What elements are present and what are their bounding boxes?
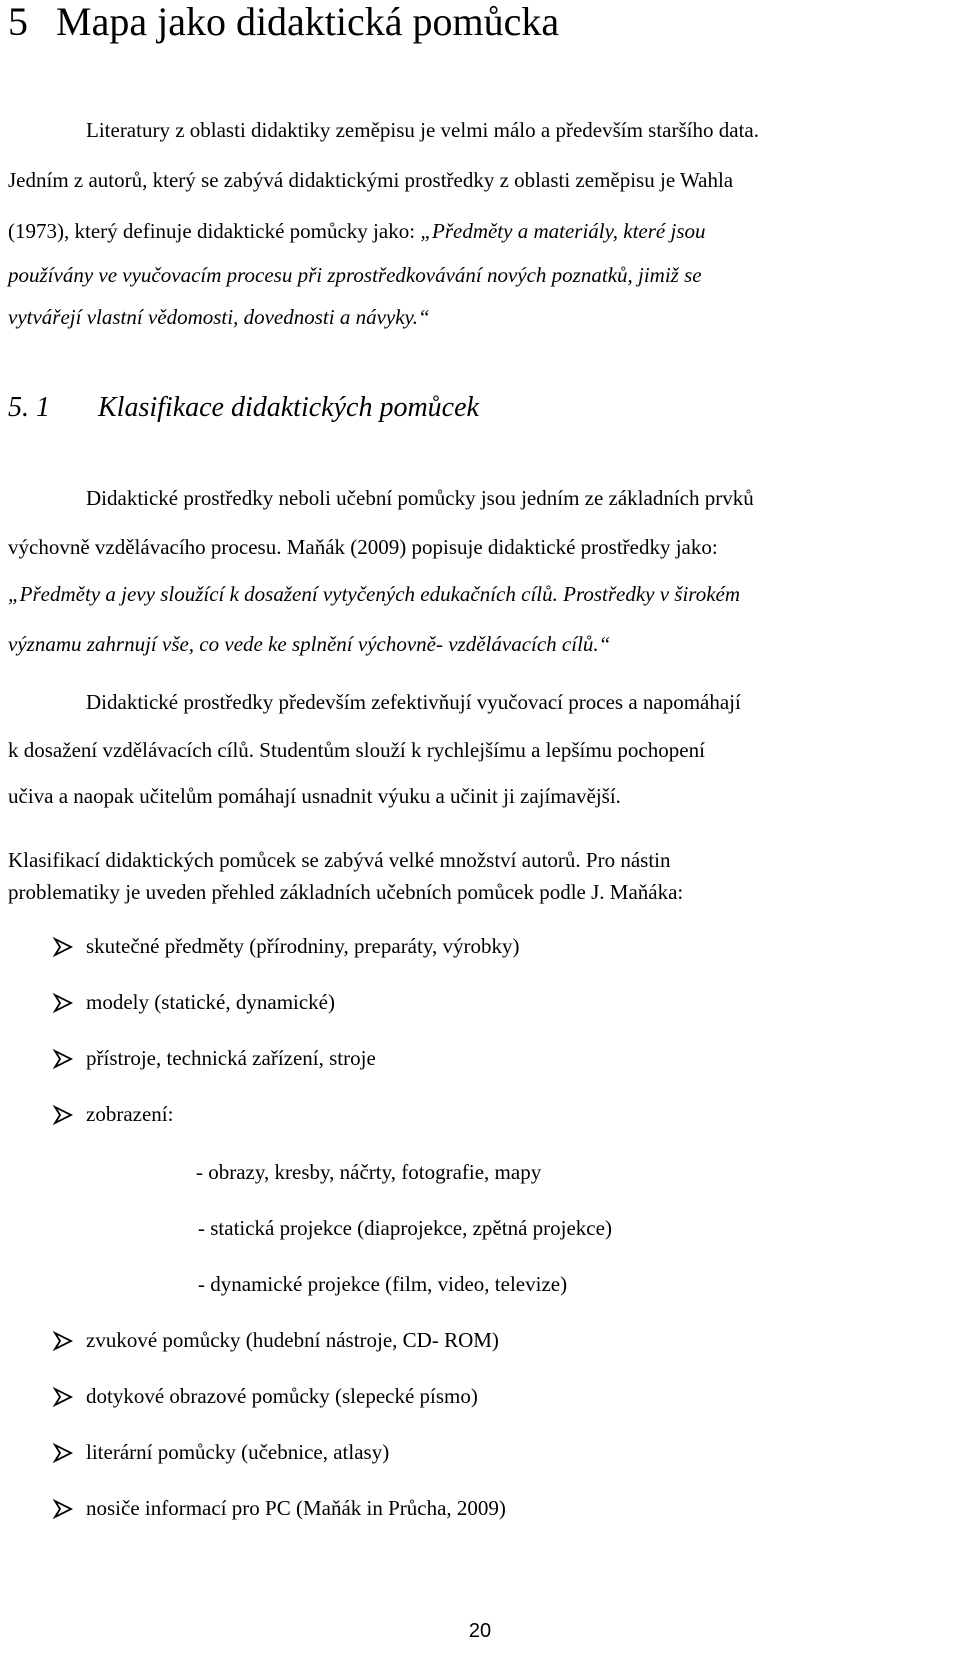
arrow-bullet-icon	[52, 1442, 74, 1464]
list-item	[52, 1384, 478, 1409]
arrow-bullet-icon	[52, 1048, 74, 1070]
arrow-bullet-icon	[52, 1498, 74, 1520]
chapter-number: 5	[8, 0, 28, 44]
arrow-bullet-icon	[52, 936, 74, 958]
para1-line3-text: (1973), který definuje didaktické pomůcky jako:	[8, 219, 421, 243]
para4-line1: Klasifikací didaktických pomůcek se zabývá velké množství autorů. Pro nástin	[8, 848, 671, 872]
list-item	[52, 1328, 499, 1353]
list-item	[52, 1440, 389, 1465]
list-item	[52, 990, 335, 1015]
arrow-bullet-icon	[52, 1104, 74, 1126]
section-heading	[8, 392, 479, 424]
list-item	[52, 1102, 173, 1127]
list-item-label: nosiče informací pro PC (Maňák in Průcha, 2009)	[86, 1496, 506, 1520]
section-title: Klasifikace didaktických pomůcek	[98, 392, 479, 423]
page-number: 20	[468, 1620, 492, 1642]
list-item-label: modely (statické, dynamické)	[86, 990, 335, 1014]
chapter-title: Mapa jako didaktická pomůcka	[56, 0, 560, 44]
para2-line3: „Předměty a jevy sloužící k dosažení vytyčených edukačních cílů. Prostředky v širokém	[8, 582, 741, 606]
list-item-label: přístroje, technická zařízení, stroje	[86, 1046, 376, 1070]
list-item	[52, 1046, 376, 1071]
arrow-bullet-icon	[52, 1386, 74, 1408]
para1-line3	[8, 219, 706, 244]
para3-line2: k dosažení vzdělávacích cílů. Studentům slouží k rychlejšímu a lepšímu pochopení	[8, 738, 705, 762]
para3-line1: Didaktické prostředky především zefektivňují vyučovací proces a napomáhají	[86, 690, 741, 714]
sub-list-item: - statická projekce (diaprojekce, zpětná projekce)	[198, 1216, 612, 1240]
list-item	[52, 1496, 506, 1521]
para1-line4: používány ve vyučovacím procesu při zprostředkovávání nových poznatků, jimiž se	[8, 263, 702, 287]
chapter-heading	[8, 0, 559, 44]
para1-line1: Literatury z oblasti didaktiky zeměpisu je velmi málo a především staršího data.	[86, 118, 759, 142]
para1-line2: Jedním z autorů, který se zabývá didaktickými prostředky z oblasti zeměpisu je Wahla	[8, 168, 734, 192]
list-item-label: skutečné předměty (přírodniny, preparáty, výrobky)	[86, 934, 520, 958]
arrow-bullet-icon	[52, 992, 74, 1014]
list-item-label: zvukové pomůcky (hudební nástroje, CD- ROM)	[86, 1328, 499, 1352]
list-item-label: zobrazení:	[86, 1102, 174, 1126]
arrow-bullet-icon	[52, 1330, 74, 1352]
sub-list-item: - obrazy, kresby, náčrty, fotografie, mapy	[196, 1160, 542, 1184]
para2-line1: Didaktické prostředky neboli učební pomůcky jsou jedním ze základních prvků	[86, 486, 754, 510]
para2-line4: významu zahrnují vše, co vede ke splnění výchovně- vzdělávacích cílů.“	[8, 632, 611, 656]
list-item-label: dotykové obrazové pomůcky (slepecké písmo)	[86, 1384, 478, 1408]
list-item	[52, 934, 519, 959]
para1-quote-start: „Předměty a materiály, které jsou	[420, 219, 706, 243]
para3-line3: učiva a naopak učitelům pomáhají usnadnit výuku a učinit ji zajímavější.	[8, 784, 621, 808]
para2-line2: výchovně vzdělávacího procesu. Maňák (2009) popisuje didaktické prostředky jako:	[8, 535, 718, 559]
sub-list-item: - dynamické projekce (film, video, televize)	[198, 1272, 568, 1296]
section-number: 5. 1	[8, 392, 50, 423]
list-item-label: literární pomůcky (učebnice, atlasy)	[86, 1440, 390, 1464]
para4-line2: problematiky je uveden přehled základních učebních pomůcek podle J. Maňáka:	[8, 880, 684, 904]
para1-line5: vytvářejí vlastní vědomosti, dovednosti a návyky.“	[8, 305, 430, 329]
